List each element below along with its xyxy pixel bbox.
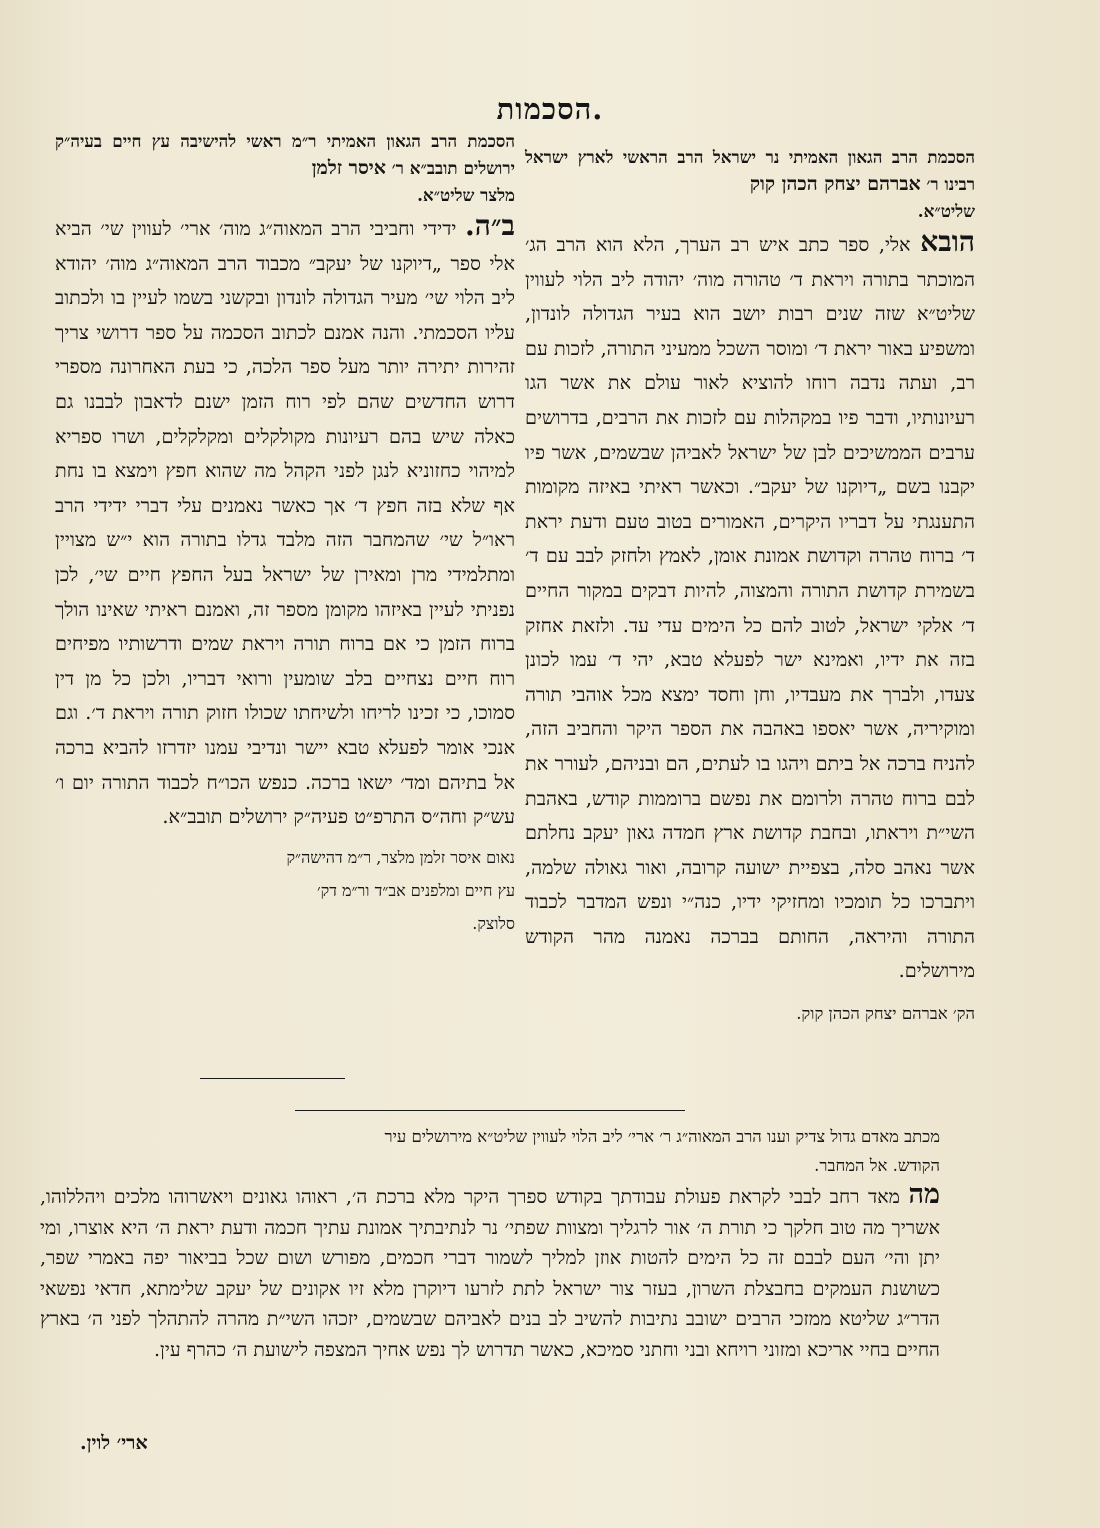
lead-word: הובא xyxy=(920,225,975,258)
approbation-meltzer xyxy=(55,128,515,940)
header-line: שליט״א. xyxy=(917,201,975,221)
divider-short xyxy=(200,1078,345,1079)
body-text: מאד רחב לבבי לקראת פעולת עבודתך בקודש ספרך היקר מלא ברכת ה׳, ראוהו גאונים ויאשרוהו מלכים ויהללוהו, אשריך מה טוב חלקך כי תורת ה׳ אור לרגליך ומצוות שפתי׳ נר לנתיבתיך אמונת עתיך חכמה ודעת יראת ה׳ היא אוצרו, ומי יתן והי׳ העם לבבם זה כל הימים להטות אוזן למליך לשמור דברי חכמים, מפורש ושום שכל בביאור יפה באמרי שפר, כשושנת העמקים בחבצלת השרון, בעזר צור ישראל לתת לזרעו דיוקרן מלא זיו אקונים של יעקב שלימתא, חדאי נפשאי הדר״ג שליטא ממזכי הרבים ישובב נתיבות להשיב לב בנים לאביהם שבשמים, יזכהו השי״ת מהרה להתהלך לפני ה׳ בארץ החיים בחיי אריכא ומזוני רויחא ובני וחתני סמיכא, כאשר תדרוש לך נפש אחיך המצפה לישועת ה׳ כהרף עין. xyxy=(40,1186,940,1361)
body-text: אלי, ספר כתב איש רב הערך, הלא הוא הרב הג׳ המוכתר בתורה ויראת ד׳ טהורה מוה׳ יהודה ליב הלוי לעווין שליט״א שזה שנים רבות יושב הוא בעיר הגדולה לונדון, ומשפיע באור יראת ד׳ ומוסר השכל ממעיני התורה, לזכות עם רב, ועתה נדבה רוחו להוציא לאור עולם את אשר הגו רעיונותיו, ודבר פיו במקהלות עם לזכות את הרבים, בדרושים ערבים הממשיכים לבן של ישראל לאביהן שבשמים, אשר פיו יקבנו בשם „דיוקנו של יעקב״. וכאשר ראיתי באיזה מקומות התענגתי על דבריו היקרים, האמורים בטוב טעם ודעת יראת ד׳ ברוח טהרה וקדושת אמונת אומן, לאמץ ולחזק לבב עם ד׳ בשמירת קדושת התורה והמצוה, להיות דבקים במקור החיים ד׳ אלקי ישראל, לטוב להם כל הימים עדי עד. ולזאת אחזק בזה את ידיו, ואמינא ישר לפעלא טבא, יהי ד׳ עמו לכונן צעדו, ולברך את מעבדיו, וחן וחסד ימצא מכל אוהבי תורה ומוקיריה, אשר יאספו באהבה את הספר היקר והחביב הזה, להניח ברכה אל ביתם ויהגו בו לעתים, הם ובניהם, לעורר את לבם ברוח טהרה ולרומם את נפשם ברוממות קודש, באהבת השי״ת ויראתו, ובחבת קדושת ארץ חמדה גאון יעקב נחלתם אשר נאהב סלה, בצפיית ישועה קרובה, ואור גאולה שלמה, ויתברכו כל תומכיו ומחזיקי ידיו, כנה״י ונפש המדבר לכבוד התורה והיראה, החותם בברכה נאמנה מהר הקודש מירושלים. xyxy=(525,233,975,983)
header-line: מכתב מאדם גדול צדיק וענו הרב המאוה״ג ר׳ ארי׳ ליב הלוי לעווין שליט״א מירושלים עיר xyxy=(384,1127,940,1146)
approver-name: איסר זלמן xyxy=(311,157,386,179)
signature: הק׳ אברהם יצחק הכהן קוק. xyxy=(796,1004,975,1024)
approbation-kook-header xyxy=(525,144,975,225)
header-line: הסכמת הרב הגאון האמיתי ר״מ ראשי להישיבה xyxy=(180,131,516,151)
letter-header xyxy=(40,1122,940,1180)
header-line: מלצר שליט״א. xyxy=(417,185,515,205)
signature xyxy=(55,841,515,940)
divider-long xyxy=(295,1110,685,1111)
lead-word: ב״ה. xyxy=(465,209,515,242)
lead-word: מה xyxy=(908,1179,940,1210)
approver-name: אברהם יצחק הכהן קוק xyxy=(749,173,921,195)
approbation-kook xyxy=(525,144,975,1031)
letter-levin xyxy=(40,1122,940,1365)
approbation-meltzer-body xyxy=(55,209,515,835)
signature-line: סלוצק. xyxy=(472,913,515,933)
letter-body xyxy=(40,1180,940,1365)
body-text: ידידי וחביבי הרב המאוה״ג מוה׳ ארי׳ לעווין שי׳ הביא אלי ספר „דיוקנו של יעקב״ מכבוד הרב המאוה״ג מוה׳ יהודא ליב הלוי שי׳ מעיר הגדולה לונדון ובקשני בשמו לעיין בו ולכתוב עליו הסכמתי. והנה אמנם לכתוב הסכמה על ספר דרושי צריך זהירות יתירה יותר מעל ספר הלכה, כי בעת האחרונה מספרי דרוש החדשים שהם לפי רוח הזמן ישנם לדאבון לבבנו גם כאלה שיש בהם רעיונות מקולקלים ומקלקלים, ושרו ספריא למיהוי כחזוניא לנגן לפני הקהל מה שהוא חפץ וימצא בו נחת אף שלא בזה חפץ ד׳ אך כאשר נאמנים עלי דברי ידידי הרב ראו״ל שי׳ שהמחבר הזה מלבד גדלו בתורה הוא י״ש מצויין ומתלמידי מרן ומאירן של ישראל בעל החפץ חיים שי׳, לכן נפניתי לעיין באיזהו מקומן מספר זה, ואמנם ראיתי שאינו הולך ברוח הזמן כי אם ברוח תורה ויראת שמים ודרשותיו מפיחים רוח חיים נצחיים בלב שומעין ורואי דבריו, ולכן כל מן דין סמוכו, כי זכינו לריחו ולשיחתו שכולו חזוק תורה ויראת ד׳. וגם אנכי אומר לפעלא טבא יישר ונדיבי עמנו יזדרזו להביא ברכה אל בתיהם ומד׳ ישאו ברכה. כנפש הכו״ח לכבוד התורה יום ו׳ עש״ק וחה״ס התרפ״ט פעיה״ק ירושלים תובב״א. xyxy=(55,217,515,829)
approbation-kook-body xyxy=(525,225,975,989)
approbation-meltzer-header xyxy=(55,128,515,209)
signature: ארי׳ לוין. xyxy=(80,1432,148,1454)
header-line: לארץ ישראל רבינו ר׳ xyxy=(525,147,975,194)
header-line: עץ חיים בעיה״ק ירושלים תובב״א ר׳ xyxy=(55,131,515,178)
signature-line: עץ חיים ומלפנים אב״ד ור״מ דק׳ xyxy=(316,880,515,900)
header-line: הקודש. אל המחבר. xyxy=(814,1156,940,1175)
signature-line: נאום איסר זלמן מלצר, ר״מ דהישה״ק xyxy=(286,847,515,867)
header-line: הסכמת הרב הגאון האמיתי נר ישראל הרב הראשי xyxy=(622,147,976,167)
page-title: הסכמות. xyxy=(496,92,604,126)
